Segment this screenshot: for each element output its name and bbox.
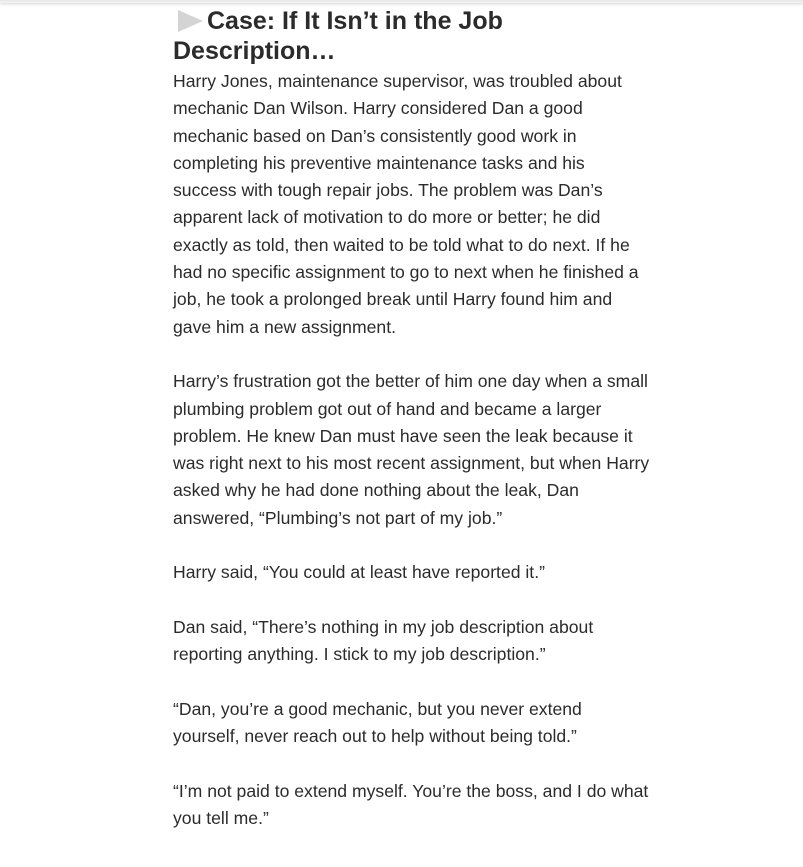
case-paragraph: Harry Jones, maintenance supervisor, was troubled about mechanic Dan Wilson. Harry considered Dan a good mechanic based on Dan’s consistently good work in completing his preventive maintenance tasks and his success with tough repair jobs. The problem was Dan’s apparent lack of motivation to do more or better; he did exactly as told, then waited to be told what to do next. If he had no specific assignment to go to next when he finished a job, he took a prolonged break until Harry found him and gave him a new assignment. [173,71,639,337]
case-paragraph: “I’m not paid to extend myself. You’re the boss, and I do what you tell me.” [173,780,649,829]
triangle-arrow-icon [178,10,203,32]
case-title: Case: If It Isn’t in the Job Description… [173,7,503,65]
case-paragraph: “Dan, you’re a good mechanic, but you never extend yourself, never reach out to help without being told.” [173,698,582,747]
case-content [173,6,653,832]
top-toolbar-edge [0,0,803,3]
case-heading [173,6,653,66]
case-paragraph: Harry said, “You could at least have reported it.” [173,562,545,583]
case-paragraph: Dan said, “There’s nothing in my job description about reporting anything. I stick to my job description.” [173,616,594,665]
case-paragraph: Harry’s frustration got the better of him one day when a small plumbing problem got out of hand and became a larger problem. He knew Dan must have seen the leak because it was right next to his most recent assignment, but when Harry asked why he had done nothing about the leak, Dan answered, “Plumbing’s not part of my job.” [173,371,650,528]
